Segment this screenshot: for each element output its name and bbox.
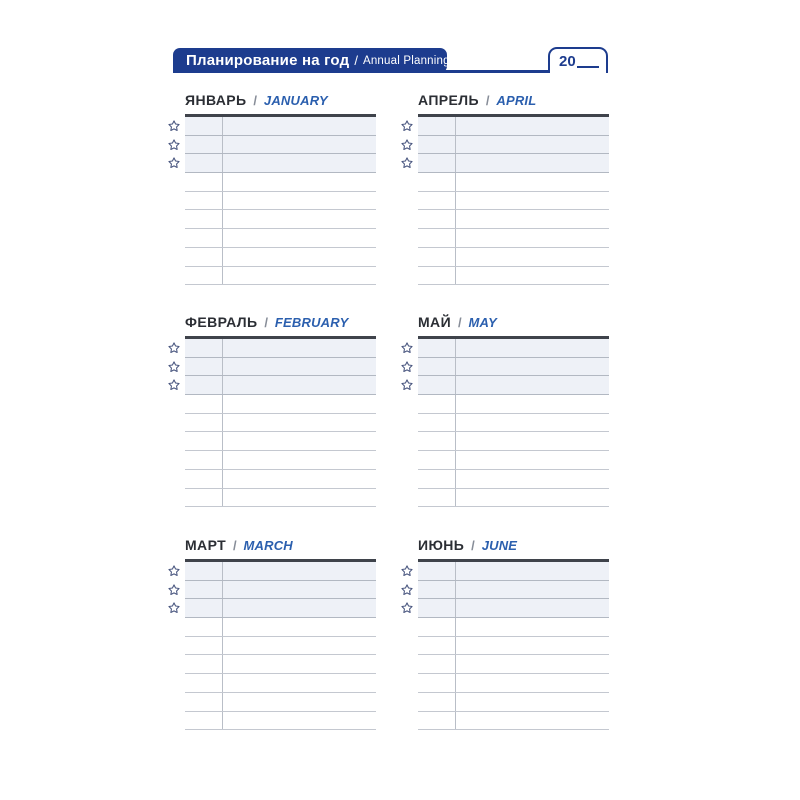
- date-cell: [418, 674, 456, 692]
- note-row: [185, 210, 376, 229]
- page-title-separator: /: [354, 53, 358, 68]
- date-cell: [185, 229, 223, 247]
- month-title-separator: /: [485, 93, 490, 108]
- star-icon: [167, 119, 181, 133]
- note-cell: [224, 395, 376, 413]
- note-row: [185, 693, 376, 712]
- month-name-en: MAY: [468, 315, 497, 330]
- note-cell: [224, 674, 376, 692]
- note-cell: [457, 599, 609, 617]
- month-name-ru: МАРТ: [185, 537, 227, 553]
- date-cell: [185, 637, 223, 655]
- note-cell: [224, 154, 376, 172]
- month-title: [185, 92, 376, 108]
- date-cell: [418, 655, 456, 673]
- month-title: [185, 314, 376, 330]
- note-cell: [457, 674, 609, 692]
- month-title-separator: /: [471, 538, 475, 553]
- note-cell: [224, 210, 376, 228]
- note-cell: [224, 117, 376, 135]
- note-cell: [457, 136, 609, 154]
- year-blank-line: [577, 54, 599, 68]
- note-cell: [457, 470, 609, 488]
- month-name-ru: ЯНВАРЬ: [185, 92, 247, 108]
- note-row: [185, 414, 376, 433]
- note-row: [418, 470, 609, 489]
- month-notes-table: [185, 559, 376, 730]
- priority-note-row: [418, 117, 609, 136]
- date-cell: [185, 136, 223, 154]
- note-row: [185, 655, 376, 674]
- note-cell: [224, 470, 376, 488]
- month-name-en: JUNE: [481, 538, 518, 553]
- priority-note-row: [185, 117, 376, 136]
- note-cell: [224, 637, 376, 655]
- star-icon: [167, 156, 181, 170]
- month-title-separator: /: [253, 93, 258, 108]
- priority-note-row: [418, 136, 609, 155]
- month-block: [418, 314, 609, 507]
- note-cell: [224, 376, 376, 394]
- note-row: [418, 674, 609, 693]
- note-row: [185, 248, 376, 267]
- note-row: [418, 489, 609, 508]
- note-row: [418, 173, 609, 192]
- note-row: [418, 693, 609, 712]
- priority-note-row: [185, 376, 376, 395]
- date-cell: [185, 432, 223, 450]
- date-cell: [418, 432, 456, 450]
- note-cell: [457, 192, 609, 210]
- month-title-separator: /: [264, 315, 268, 330]
- note-cell: [224, 248, 376, 266]
- date-cell: [185, 562, 223, 580]
- month-name-ru: ФЕВРАЛЬ: [185, 314, 258, 330]
- note-row: [418, 229, 609, 248]
- note-row: [185, 618, 376, 637]
- note-row: [185, 637, 376, 656]
- star-icon: [400, 138, 414, 152]
- note-cell: [457, 376, 609, 394]
- note-row: [185, 229, 376, 248]
- star-icon: [400, 601, 414, 615]
- star-icon: [167, 360, 181, 374]
- note-cell: [224, 136, 376, 154]
- note-row: [418, 192, 609, 211]
- date-cell: [185, 712, 223, 730]
- note-cell: [457, 154, 609, 172]
- month-name-en: APRIL: [496, 93, 537, 108]
- year-field: [548, 47, 608, 73]
- note-row: [418, 712, 609, 731]
- note-cell: [224, 693, 376, 711]
- star-icon: [400, 156, 414, 170]
- note-cell: [457, 637, 609, 655]
- date-cell: [185, 358, 223, 376]
- month-notes-table: [185, 114, 376, 285]
- star-icon: [167, 378, 181, 392]
- date-cell: [418, 192, 456, 210]
- date-cell: [418, 712, 456, 730]
- priority-note-row: [418, 599, 609, 618]
- month-block: [418, 92, 609, 285]
- note-cell: [457, 414, 609, 432]
- note-cell: [457, 173, 609, 191]
- priority-note-row: [185, 358, 376, 377]
- page-title-en: Annual Planning: [362, 54, 450, 67]
- month-block: [185, 314, 376, 507]
- date-cell: [185, 154, 223, 172]
- date-cell: [418, 489, 456, 507]
- star-icon: [167, 583, 181, 597]
- date-cell: [185, 376, 223, 394]
- note-cell: [457, 693, 609, 711]
- month-notes-table: [418, 336, 609, 507]
- note-cell: [457, 655, 609, 673]
- date-cell: [185, 192, 223, 210]
- priority-note-row: [418, 154, 609, 173]
- priority-note-row: [185, 581, 376, 600]
- note-cell: [457, 712, 609, 730]
- date-cell: [418, 229, 456, 247]
- note-row: [418, 210, 609, 229]
- note-cell: [457, 248, 609, 266]
- note-row: [418, 248, 609, 267]
- note-cell: [457, 339, 609, 357]
- star-icon: [167, 564, 181, 578]
- note-row: [418, 414, 609, 433]
- priority-note-row: [418, 581, 609, 600]
- priority-note-row: [185, 562, 376, 581]
- note-cell: [224, 451, 376, 469]
- note-cell: [224, 173, 376, 191]
- note-cell: [457, 489, 609, 507]
- note-row: [185, 267, 376, 286]
- note-cell: [224, 581, 376, 599]
- note-row: [185, 712, 376, 731]
- note-row: [418, 432, 609, 451]
- date-cell: [418, 117, 456, 135]
- note-row: [185, 451, 376, 470]
- note-cell: [224, 414, 376, 432]
- note-cell: [224, 358, 376, 376]
- date-cell: [185, 339, 223, 357]
- month-title: [418, 92, 609, 108]
- date-cell: [185, 674, 223, 692]
- note-cell: [224, 267, 376, 285]
- note-cell: [224, 192, 376, 210]
- priority-note-row: [185, 154, 376, 173]
- priority-note-row: [418, 339, 609, 358]
- date-cell: [185, 655, 223, 673]
- date-cell: [185, 599, 223, 617]
- note-row: [418, 637, 609, 656]
- month-block: [185, 92, 376, 285]
- priority-note-row: [418, 358, 609, 377]
- month-name-en: JANUARY: [263, 93, 328, 108]
- star-icon: [167, 601, 181, 615]
- month-title: [185, 537, 376, 553]
- date-cell: [418, 358, 456, 376]
- month-name-ru: АПРЕЛЬ: [418, 92, 479, 108]
- month-block: [418, 537, 609, 730]
- month-notes-table: [418, 559, 609, 730]
- date-cell: [418, 267, 456, 285]
- year-prefix: 20: [559, 52, 576, 70]
- star-icon: [400, 378, 414, 392]
- date-cell: [418, 376, 456, 394]
- note-row: [418, 267, 609, 286]
- date-cell: [185, 581, 223, 599]
- note-cell: [457, 432, 609, 450]
- note-cell: [457, 618, 609, 636]
- date-cell: [418, 470, 456, 488]
- date-cell: [185, 618, 223, 636]
- note-cell: [457, 395, 609, 413]
- note-cell: [224, 655, 376, 673]
- note-row: [418, 451, 609, 470]
- date-cell: [418, 154, 456, 172]
- date-cell: [185, 267, 223, 285]
- note-row: [185, 395, 376, 414]
- star-icon: [400, 360, 414, 374]
- note-cell: [457, 229, 609, 247]
- date-cell: [185, 470, 223, 488]
- month-title: [418, 314, 609, 330]
- date-cell: [418, 136, 456, 154]
- star-icon: [167, 341, 181, 355]
- date-cell: [185, 117, 223, 135]
- note-row: [185, 192, 376, 211]
- date-cell: [418, 451, 456, 469]
- star-icon: [400, 564, 414, 578]
- note-cell: [224, 562, 376, 580]
- priority-note-row: [185, 339, 376, 358]
- month-notes-table: [185, 336, 376, 507]
- date-cell: [185, 395, 223, 413]
- header-title-tab: [173, 48, 450, 73]
- note-cell: [457, 117, 609, 135]
- month-notes-table: [418, 114, 609, 285]
- note-cell: [224, 339, 376, 357]
- date-cell: [185, 248, 223, 266]
- note-cell: [457, 358, 609, 376]
- note-cell: [224, 229, 376, 247]
- note-cell: [224, 432, 376, 450]
- date-cell: [418, 210, 456, 228]
- month-name-ru: ИЮНЬ: [418, 537, 465, 553]
- date-cell: [418, 248, 456, 266]
- date-cell: [418, 693, 456, 711]
- date-cell: [418, 599, 456, 617]
- note-row: [185, 470, 376, 489]
- star-icon: [400, 341, 414, 355]
- month-name-ru: МАЙ: [418, 314, 452, 330]
- month-name-en: MARCH: [243, 538, 293, 553]
- date-cell: [418, 581, 456, 599]
- note-cell: [224, 599, 376, 617]
- note-row: [418, 395, 609, 414]
- date-cell: [418, 173, 456, 191]
- date-cell: [185, 451, 223, 469]
- date-cell: [185, 693, 223, 711]
- date-cell: [185, 414, 223, 432]
- priority-note-row: [418, 562, 609, 581]
- note-cell: [224, 618, 376, 636]
- star-icon: [400, 583, 414, 597]
- date-cell: [418, 395, 456, 413]
- page-title-ru: Планирование на год: [186, 52, 350, 69]
- note-row: [418, 655, 609, 674]
- star-icon: [400, 119, 414, 133]
- month-block: [185, 537, 376, 730]
- note-cell: [457, 581, 609, 599]
- note-row: [185, 489, 376, 508]
- note-row: [185, 173, 376, 192]
- note-cell: [457, 267, 609, 285]
- note-row: [418, 618, 609, 637]
- note-cell: [457, 451, 609, 469]
- date-cell: [418, 414, 456, 432]
- date-cell: [418, 618, 456, 636]
- priority-note-row: [185, 599, 376, 618]
- note-cell: [457, 210, 609, 228]
- priority-note-row: [418, 376, 609, 395]
- date-cell: [418, 637, 456, 655]
- month-title-separator: /: [457, 315, 462, 330]
- month-title-separator: /: [232, 538, 237, 553]
- priority-note-row: [185, 136, 376, 155]
- date-cell: [418, 562, 456, 580]
- note-row: [185, 432, 376, 451]
- note-cell: [457, 562, 609, 580]
- note-cell: [224, 712, 376, 730]
- star-icon: [167, 138, 181, 152]
- note-cell: [224, 489, 376, 507]
- date-cell: [185, 489, 223, 507]
- month-name-en: FEBRUARY: [274, 315, 349, 330]
- date-cell: [418, 339, 456, 357]
- date-cell: [185, 210, 223, 228]
- note-row: [185, 674, 376, 693]
- date-cell: [185, 173, 223, 191]
- month-title: [418, 537, 609, 553]
